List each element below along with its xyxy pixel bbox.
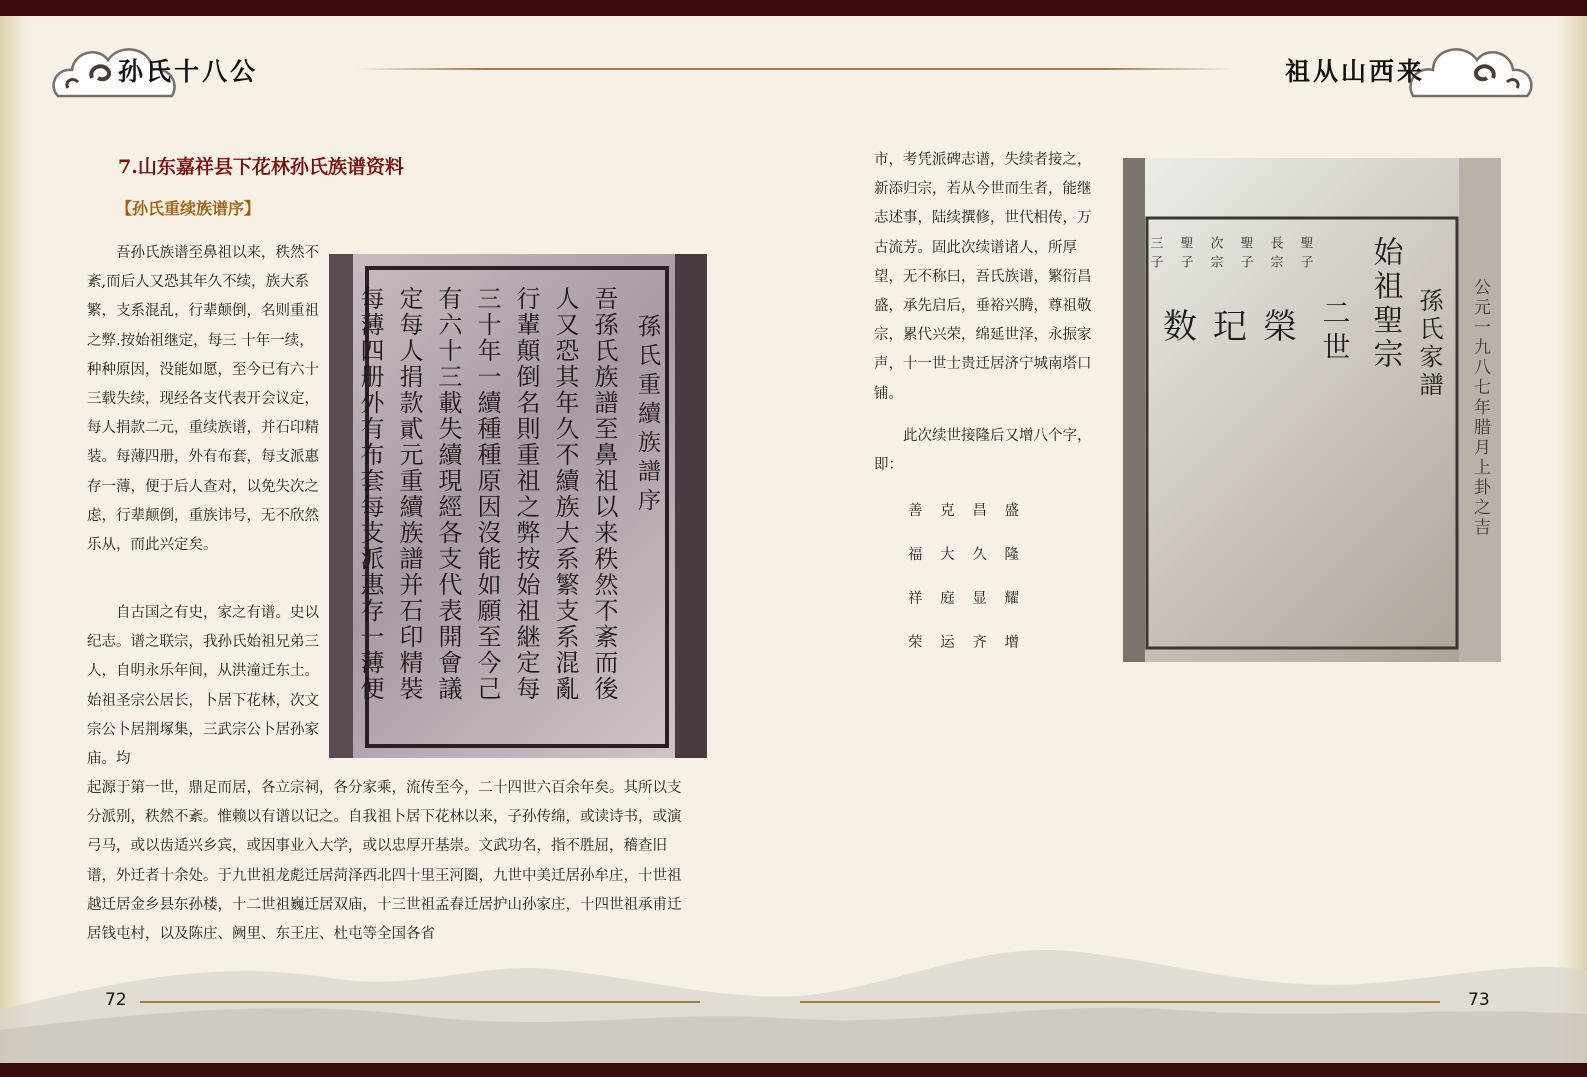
- right-paragraph-2: 此次续世接隆后又增八个字，即：: [874, 428, 1092, 474]
- register-photo-relation-5: 聖子: [1177, 236, 1193, 274]
- register-photo-name-3: 数: [1163, 307, 1197, 347]
- generation-verse-4: 荣 运 齐 增: [908, 635, 1026, 651]
- preface-photo-column-6: 定每人捐款貳元重續族譜并石印精裝: [395, 286, 423, 702]
- preface-photo-column-5: 有六十三載失續現經各支代表開會議: [434, 286, 462, 702]
- header-divider: [355, 68, 1235, 70]
- footer-divider-right: [800, 1001, 1440, 1003]
- register-photo-side-note: 公元一九八七年腊月上卦之吉: [1470, 278, 1490, 538]
- preface-photo-title: 孫氏重續族譜序: [634, 314, 660, 517]
- left-paragraph-3: 起源于第一世，鼎足而居，各立宗祠，各分家乘，流传至今，二十四世六百余年矣。其所以支分派别，秩然不紊。惟赖以有谱以记之。自我祖卜居下花林以来，子孙传绵，或读诗书，或演弓马，或以齿适兴乡宾，或因事业入大学，或以忠厚开基崇。文武功名，指不胜屈，稽查旧谱，外迁者十余处。于九世祖龙彪迁居菏泽西北四十里王河圈，九世中美迁居孙牟庄，十世祖越迁居金乡县东孙楼，十二世祖巍迁居双庙，十三世祖孟春迁居护山孙家庄，十四世祖承甫迁居钱屯村，以及陈庄、阙里、东王庄、杜屯等全国各省: [87, 780, 682, 943]
- register-photo-relation-4: 次宗: [1207, 236, 1223, 274]
- register-photo-name-1: 榮: [1263, 307, 1297, 347]
- family-register-photo: [1123, 158, 1501, 662]
- generation-verse-3: 祥 庭 显 耀: [908, 591, 1026, 607]
- page-number-left: 72: [105, 990, 127, 1010]
- register-photo-relation-1: 聖子: [1297, 236, 1313, 274]
- generation-verse-1: 善 克 昌 盛: [908, 503, 1026, 519]
- register-photo-title: 孫氏家譜: [1415, 288, 1443, 400]
- preface-photo-column-1: 吾孫氏族譜至鼻祖以来秩然不紊而後: [590, 286, 618, 702]
- section-subtitle: 【孙氏重续族谱序】: [116, 199, 261, 218]
- register-photo-generation: 二世: [1318, 298, 1352, 366]
- page-number-right: 73: [1468, 990, 1490, 1010]
- register-photo-name-2: 玘: [1213, 307, 1247, 347]
- register-photo-founder: 始祖聖宗: [1367, 236, 1403, 372]
- section-title: 7.山东嘉祥县下花林孙氏族谱资料: [118, 156, 404, 178]
- mountain-background-decoration: [0, 900, 1587, 1063]
- right-paragraph-1: 市，考凭派碑志谱，失续者接之，新添归宗，若从今世而生者，能继志述事，陆续撰修，世代相传，万古流芳。固此次续谱诸人，所厚望，无不称曰，吾氏族谱，繁衍昌盛，承先启后，垂裕兴腾，尊祖敬宗，累代兴荣，绵延世泽，永振家声，十一世士贵迁居济宁城南塔口铺。: [874, 152, 1092, 402]
- preface-title-column: [634, 314, 661, 517]
- top-border-bar: [0, 0, 1587, 16]
- preface-photo-column-2: 人又恐其年久不續族大系繁支系混亂: [551, 286, 579, 702]
- left-paragraph-2: 自古国之有史，家之有谱。史以纪志。谱之联宗，我孙氏始祖兄弟三人，自明永乐年间，从洪潼迁东土。始祖圣宗公居长，卜居下花林，次文宗公卜居荆塚集，三武宗公卜居孙家庙。均: [87, 605, 319, 768]
- preface-photo-column-4: 三十年一續種種原因沒能如願至今己: [473, 286, 501, 702]
- preface-photo-column-3: 行輩顛倒名則重祖之弊按始祖継定每: [512, 286, 540, 702]
- register-photo-relation-2: 長宗: [1267, 236, 1283, 274]
- genealogy-preface-photo: [329, 254, 707, 758]
- generation-verse-2: 福 大 久 隆: [908, 547, 1026, 563]
- left-paragraph-1: 吾孙氏族谱至鼻祖以来，秩然不紊,而后人又恐其年久不续，族大系繁，支系混乱，行辈颠倒，名则重祖之弊.按始祖继定，每三 十年一续，种种原因，没能如愿，至今已有六十三载失续，现经各支代表开会议定，每人捐款二元，重续族谱，并石印精装。每薄四册，外有布套，每支派惠存一薄，便于后人查对，以免失次之虑，行辈颠倒，重族讳号，无不欣然乐从，而此兴定矣。: [87, 245, 319, 554]
- bottom-border-bar: [0, 1063, 1587, 1077]
- register-photo-relation-3: 聖子: [1237, 236, 1253, 274]
- footer-divider-left: [140, 1001, 700, 1003]
- header-right-title: 祖从山西来: [1285, 57, 1426, 86]
- header-left-title: 孙氏十八公: [118, 57, 259, 86]
- register-photo-relation-6: 三子: [1147, 236, 1163, 274]
- preface-photo-column-7: 每薄四册外有布套每支派惠存一薄便: [356, 286, 384, 702]
